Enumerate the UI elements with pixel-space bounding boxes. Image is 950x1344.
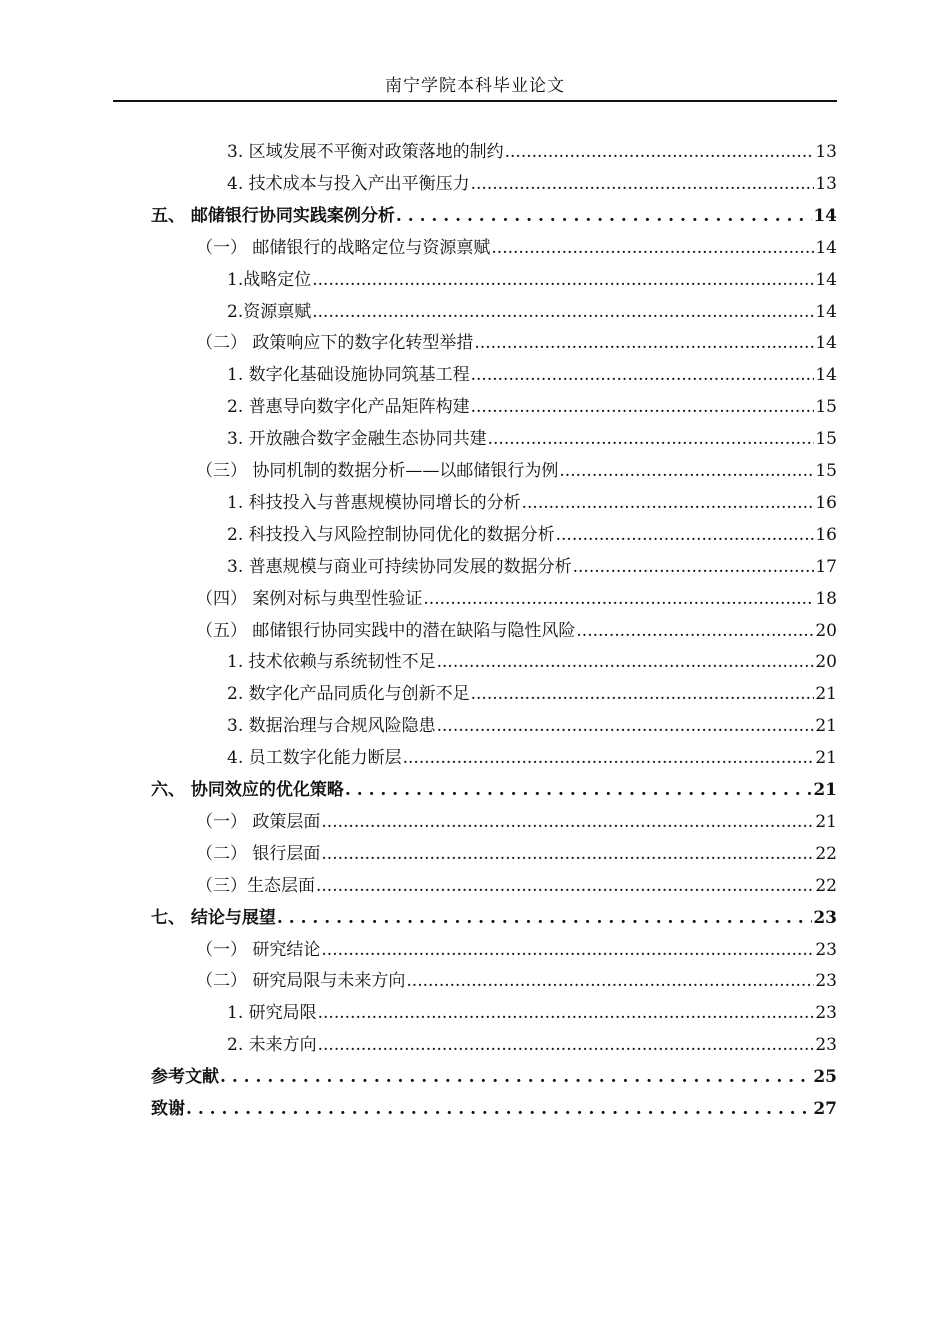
toc-page-number: 18 [815, 589, 837, 609]
toc-dot-leader [321, 934, 814, 966]
toc-page-number: 15 [815, 429, 837, 449]
toc-entry-label: （三）生态层面 [196, 876, 315, 896]
toc-dot-leader [471, 168, 815, 200]
toc-entry-label: 五、 邮储银行协同实践案例分析 [151, 206, 395, 226]
toc-page-number: 21 [815, 812, 837, 832]
toc-entry[interactable] [151, 200, 837, 232]
toc-entry[interactable] [227, 710, 837, 742]
toc-entry-label: 1.战略定位 [227, 270, 312, 290]
toc-entry[interactable] [227, 742, 837, 774]
toc-entry[interactable] [196, 934, 837, 966]
toc-entry[interactable] [196, 870, 837, 902]
toc-entry[interactable] [227, 296, 837, 328]
toc-dot-leader [474, 327, 814, 359]
toc-entry-label: 六、 协同效应的优化策略 [151, 780, 344, 800]
toc-dot-leader [345, 774, 812, 806]
toc-entry-label: （二） 政策响应下的数字化转型举措 [196, 333, 474, 353]
toc-entry[interactable] [196, 806, 837, 838]
toc-page-number: 14 [815, 365, 837, 385]
toc-entry-label: 2.资源禀赋 [227, 302, 312, 322]
toc-dot-leader [321, 838, 814, 870]
toc-entry-label: 2. 未来方向 [227, 1035, 317, 1055]
toc-entry[interactable] [227, 423, 837, 455]
toc-entry-label: 2. 普惠导向数字化产品矩阵构建 [227, 397, 470, 417]
toc-entry[interactable] [151, 1093, 837, 1125]
toc-page-number: 14 [815, 238, 837, 258]
toc-entry[interactable] [151, 902, 837, 934]
toc-page-number: 13 [815, 174, 837, 194]
toc-entry-label: 2. 数字化产品同质化与创新不足 [227, 684, 470, 704]
toc-dot-leader [321, 806, 814, 838]
toc-dot-leader [403, 742, 815, 774]
toc-entry-label: 参考文献 [151, 1067, 219, 1087]
toc-entry-label: 1. 科技投入与普惠规模协同增长的分析 [227, 493, 521, 513]
toc-page-number: 23 [815, 940, 837, 960]
toc-dot-leader [522, 487, 815, 519]
toc-dot-leader [423, 583, 814, 615]
toc-entry-label: （三） 协同机制的数据分析——以邮储银行为例 [196, 461, 559, 481]
toc-page-number: 20 [815, 621, 837, 641]
toc-dot-leader [471, 359, 815, 391]
toc-dot-leader [491, 232, 814, 264]
toc-page-number: 22 [815, 844, 837, 864]
toc-entry[interactable] [227, 1029, 837, 1061]
toc-entry-label: 3. 开放融合数字金融生态协同共建 [227, 429, 487, 449]
toc-entry-label: 4. 员工数字化能力断层 [227, 748, 402, 768]
toc-dot-leader [573, 551, 815, 583]
toc-page-number: 23 [815, 1003, 837, 1023]
toc-entry-label: （五） 邮储银行协同实践中的潜在缺陷与隐性风险 [196, 621, 576, 641]
toc-entry-label: （一） 研究结论 [196, 940, 321, 960]
toc-entry[interactable] [196, 965, 837, 997]
toc-entry[interactable] [227, 487, 837, 519]
toc-entry[interactable] [196, 615, 837, 647]
toc-page-number: 23 [813, 908, 837, 928]
toc-entry[interactable] [227, 264, 837, 296]
toc-dot-leader [396, 200, 812, 232]
toc-entry-label: 3. 数据治理与合规风险隐患 [227, 716, 436, 736]
toc-entry-label: 1. 技术依赖与系统韧性不足 [227, 652, 436, 672]
toc-page-number: 14 [815, 302, 837, 322]
toc-dot-leader [471, 678, 815, 710]
toc-dot-leader [316, 870, 814, 902]
toc-dot-leader [312, 296, 814, 328]
toc-dot-leader [406, 965, 814, 997]
toc-entry[interactable] [196, 455, 837, 487]
toc-entry-label: 1. 研究局限 [227, 1003, 317, 1023]
toc-page-number: 14 [815, 270, 837, 290]
toc-entry[interactable] [227, 997, 837, 1029]
toc-page-number: 21 [815, 716, 837, 736]
toc-page-number: 15 [815, 397, 837, 417]
page-header-title: 南宁学院本科毕业论文 [385, 76, 565, 96]
toc-page-number: 20 [815, 652, 837, 672]
toc-entry-label: 4. 技术成本与投入产出平衡压力 [227, 174, 470, 194]
toc-page-number: 14 [815, 333, 837, 353]
toc-dot-leader [437, 710, 815, 742]
toc-page-number: 21 [815, 748, 837, 768]
toc-entry-label: 2. 科技投入与风险控制协同优化的数据分析 [227, 525, 555, 545]
toc-entry[interactable] [196, 232, 837, 264]
toc-entry-label: （四） 案例对标与典型性验证 [196, 589, 423, 609]
toc-page-number: 16 [815, 525, 837, 545]
toc-dot-leader [576, 615, 814, 647]
toc-dot-leader [312, 264, 814, 296]
toc-entry[interactable] [227, 359, 837, 391]
header-divider [113, 100, 837, 102]
toc-dot-leader [559, 455, 814, 487]
toc-entry-label: （二） 研究局限与未来方向 [196, 971, 406, 991]
toc-dot-leader [556, 519, 815, 551]
toc-entry[interactable] [227, 136, 837, 168]
toc-dot-leader [488, 423, 815, 455]
toc-entry-label: （一） 邮储银行的战略定位与资源禀赋 [196, 238, 491, 258]
toc-page-number: 23 [815, 1035, 837, 1055]
toc-page-number: 14 [813, 206, 837, 226]
toc-entry[interactable] [196, 583, 837, 615]
toc-entry-label: 3. 普惠规模与商业可持续协同发展的数据分析 [227, 557, 572, 577]
toc-entry-label: 致谢 [151, 1099, 185, 1119]
toc-dot-leader [471, 391, 815, 423]
toc-entry[interactable] [151, 774, 837, 806]
toc-entry[interactable] [227, 646, 837, 678]
toc-page-number: 16 [815, 493, 837, 513]
toc-page-number: 27 [813, 1099, 837, 1119]
toc-page-number: 17 [815, 557, 837, 577]
toc-dot-leader [505, 136, 815, 168]
toc-entry-label: （一） 政策层面 [196, 812, 321, 832]
toc-entry[interactable] [227, 551, 837, 583]
toc-entry[interactable] [227, 168, 837, 200]
toc-page-number: 13 [815, 142, 837, 162]
toc-entry[interactable] [196, 327, 837, 359]
toc-page-number: 21 [815, 684, 837, 704]
toc-entry-label: 1. 数字化基础设施协同筑基工程 [227, 365, 470, 385]
toc-entry-label: 3. 区域发展不平衡对政策落地的制约 [227, 142, 504, 162]
toc-entry[interactable] [227, 678, 837, 710]
toc-entry[interactable] [196, 838, 837, 870]
toc-entry-label: 七、 结论与展望 [151, 908, 276, 928]
toc-entry[interactable] [227, 519, 837, 551]
toc-page-number: 22 [815, 876, 837, 896]
toc-dot-leader [437, 646, 815, 678]
toc-page-number: 21 [813, 780, 837, 800]
toc-page-number: 23 [815, 971, 837, 991]
toc-entry[interactable] [151, 1061, 837, 1093]
toc-page-number: 15 [815, 461, 837, 481]
toc-page-number: 25 [813, 1067, 837, 1087]
toc-dot-leader [186, 1093, 812, 1125]
toc-entry[interactable] [227, 391, 837, 423]
toc-entry-label: （二） 银行层面 [196, 844, 321, 864]
toc-dot-leader [318, 997, 815, 1029]
toc-dot-leader [220, 1061, 812, 1093]
toc-dot-leader [277, 902, 812, 934]
toc-dot-leader [318, 1029, 815, 1061]
